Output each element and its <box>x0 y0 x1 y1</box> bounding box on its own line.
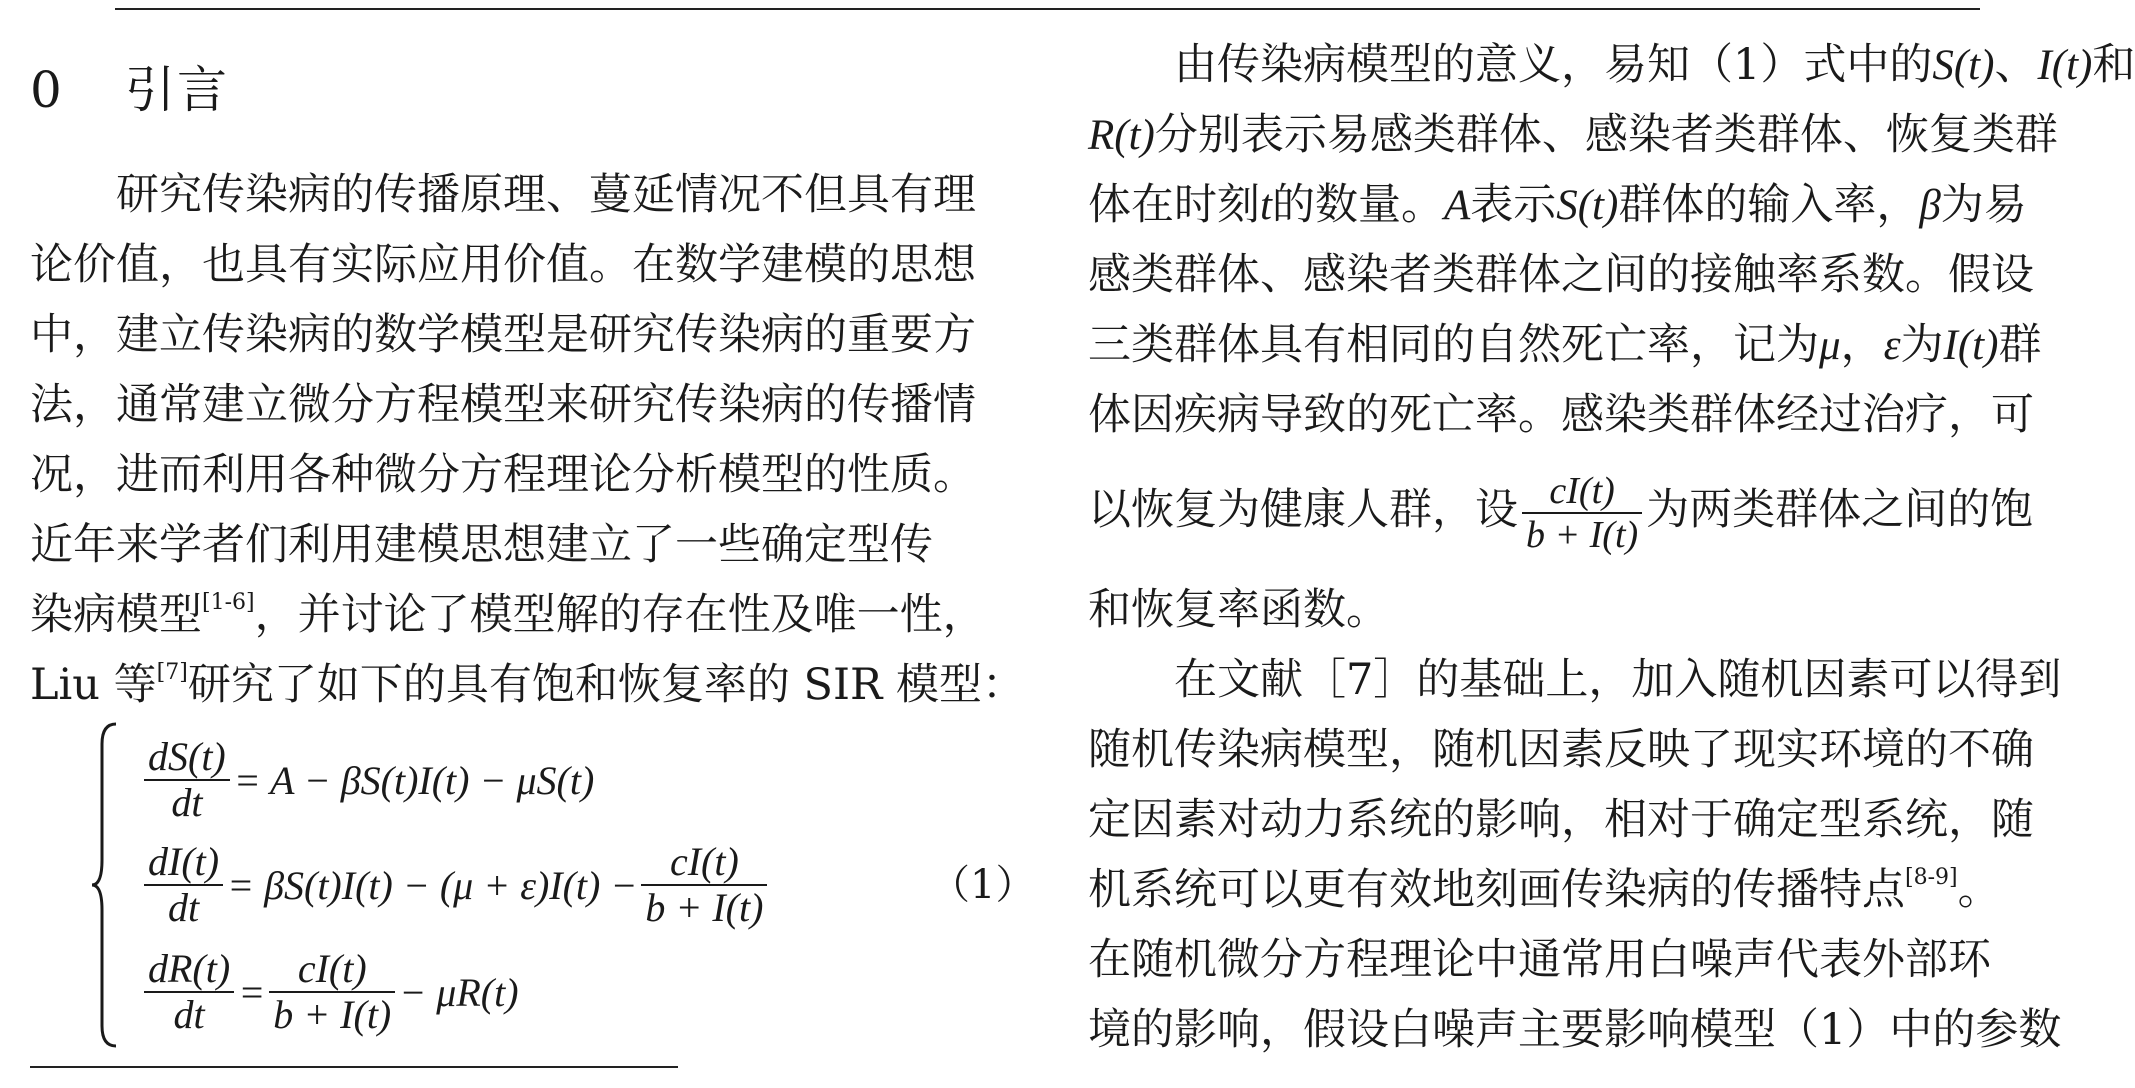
equation-ds <box>140 730 594 830</box>
math-symbol: I(t) <box>1943 322 1999 369</box>
paragraph-line <box>1088 310 2041 380</box>
citation[interactable]: [7] <box>156 660 188 685</box>
fraction-denominator: dt <box>173 992 205 1037</box>
footnote-rule <box>30 1066 678 1068</box>
left-brace <box>90 720 120 1050</box>
equation-dr <box>140 942 519 1042</box>
math-symbol: μ <box>1819 322 1841 369</box>
paragraph-line: 和恢复率函数。 <box>1088 585 1389 635</box>
line-text: 研究了如下的具有饱和恢复率的 SIR 模型： <box>187 660 1025 710</box>
paragraph-line: 感类群体、感染者类群体之间的接触率系数。假设 <box>1088 250 2034 300</box>
line-text: 分别表示易感类群体、感染者类群体、恢复类群 <box>1154 110 2058 160</box>
line-text: ，并讨论了模型解的存在性及唯一性， <box>254 590 986 640</box>
paragraph-line: 随机传染病模型，随机因素反映了现实环境的不确 <box>1088 725 2034 775</box>
paragraph-line <box>1088 460 2033 560</box>
paragraph-line: 定因素对动力系统的影响，相对于确定型系统，随 <box>1088 795 2034 845</box>
math-symbol: t <box>1260 182 1272 229</box>
line-text: 为 <box>1900 320 1944 370</box>
section-title: 引言 <box>125 61 229 119</box>
fraction-denominator: b + I(t) <box>1526 514 1639 556</box>
paragraph-line <box>1088 855 2001 925</box>
line-text: 群 <box>1998 320 2042 370</box>
equation-rhs: = βS(t)I(t) − (μ + ε)I(t) − <box>227 862 638 908</box>
line-text: Liu 等 <box>30 660 157 710</box>
derivative-fraction <box>144 840 223 930</box>
inline-fraction <box>1522 470 1642 556</box>
paragraph-line: 研究传染病的传播原理、蔓延情况不但具有理 <box>116 170 976 220</box>
citation[interactable]: [8-9] <box>1905 865 1958 890</box>
line-text: 由传染病模型的意义，易知（1）式中的 <box>1174 40 1933 90</box>
math-symbol: I(t) <box>2037 42 2093 89</box>
recovery-fraction <box>269 947 395 1037</box>
line-text: 、 <box>1994 40 2038 90</box>
math-symbol: R(t) <box>1088 112 1155 159</box>
math-symbol: A <box>1443 182 1471 229</box>
math-symbol: S(t) <box>1556 182 1619 229</box>
paragraph-line: 境的影响，假设白噪声主要影响模型（1）中的参数 <box>1088 1005 2062 1055</box>
equation-number: （1） <box>930 862 1036 908</box>
paragraph-line <box>30 580 986 650</box>
top-rule <box>115 8 1980 10</box>
paragraph-line <box>1088 170 2027 240</box>
fraction-numerator: dR(t) <box>148 946 231 991</box>
recovery-fraction <box>641 840 767 930</box>
paragraph-line: 体因疾病导致的死亡率。感染类群体经过治疗，可 <box>1088 390 2034 440</box>
fraction-denominator: dt <box>171 780 203 825</box>
sir-equation-system <box>90 720 1036 1050</box>
equals-sign: = <box>238 969 266 1015</box>
derivative-fraction <box>144 735 230 825</box>
line-text: ， <box>1840 320 1884 370</box>
equation-di <box>140 835 771 935</box>
derivative-fraction <box>144 947 234 1037</box>
line-text: 表示 <box>1470 180 1557 230</box>
line-text: 以恢复为健康人群，设 <box>1088 485 1518 535</box>
paragraph-line: 近年来学者们利用建模思想建立了一些确定型传 <box>30 520 933 570</box>
fraction-numerator: dS(t) <box>148 734 226 779</box>
paragraph-line: 论价值，也具有实际应用价值。在数学建模的思想 <box>30 240 976 290</box>
paragraph-line: 在随机微分方程理论中通常用白噪声代表外部环 <box>1088 935 1991 985</box>
line-text: 染病模型 <box>30 590 202 640</box>
line-text: 。 <box>1957 865 2001 915</box>
line-text: 的数量。 <box>1271 180 1444 230</box>
fraction-numerator: dI(t) <box>148 839 220 884</box>
line-text: 三类群体具有相同的自然死亡率，记为 <box>1088 320 1819 370</box>
paragraph-line <box>30 650 1025 720</box>
fraction-denominator: b + I(t) <box>645 885 764 930</box>
citation[interactable]: [1-6] <box>202 590 255 615</box>
section-heading <box>30 60 229 120</box>
equation-rhs: = A − βS(t)I(t) − μS(t) <box>233 757 595 803</box>
math-symbol: S(t) <box>1932 42 1995 89</box>
fraction-denominator: dt <box>167 885 200 930</box>
line-text: 为两类群体之间的饱 <box>1646 485 2034 535</box>
paragraph-line: 法，通常建立微分方程模型来研究传染病的传播情 <box>30 380 976 430</box>
paragraph-line: 在文献［7］的基础上，加入随机因素可以得到 <box>1174 655 2062 705</box>
equation-tail: − μR(t) <box>399 969 519 1015</box>
fraction-numerator: cI(t) <box>1549 470 1615 512</box>
math-symbol: ε <box>1883 322 1901 369</box>
paragraph-line <box>1088 100 2058 170</box>
paragraph-line: 中，建立传染病的数学模型是研究传染病的重要方 <box>30 310 976 360</box>
line-text: 为易 <box>1940 180 2027 230</box>
fraction-denominator: b + I(t) <box>273 992 392 1037</box>
line-text: 体在时刻 <box>1088 180 1260 230</box>
line-text: 和 <box>2092 40 2135 90</box>
paragraph-line: 况，进而利用各种微分方程理论分析模型的性质。 <box>30 450 976 500</box>
paragraph-line <box>1088 30 2135 100</box>
fraction-numerator: cI(t) <box>669 839 739 884</box>
line-text: 机系统可以更有效地刻画传染病的传播特点 <box>1088 865 1905 915</box>
section-number: 0 <box>30 61 64 119</box>
math-symbol: β <box>1919 182 1941 229</box>
line-text: 群体的输入率， <box>1618 180 1920 230</box>
fraction-numerator: cI(t) <box>297 946 367 991</box>
